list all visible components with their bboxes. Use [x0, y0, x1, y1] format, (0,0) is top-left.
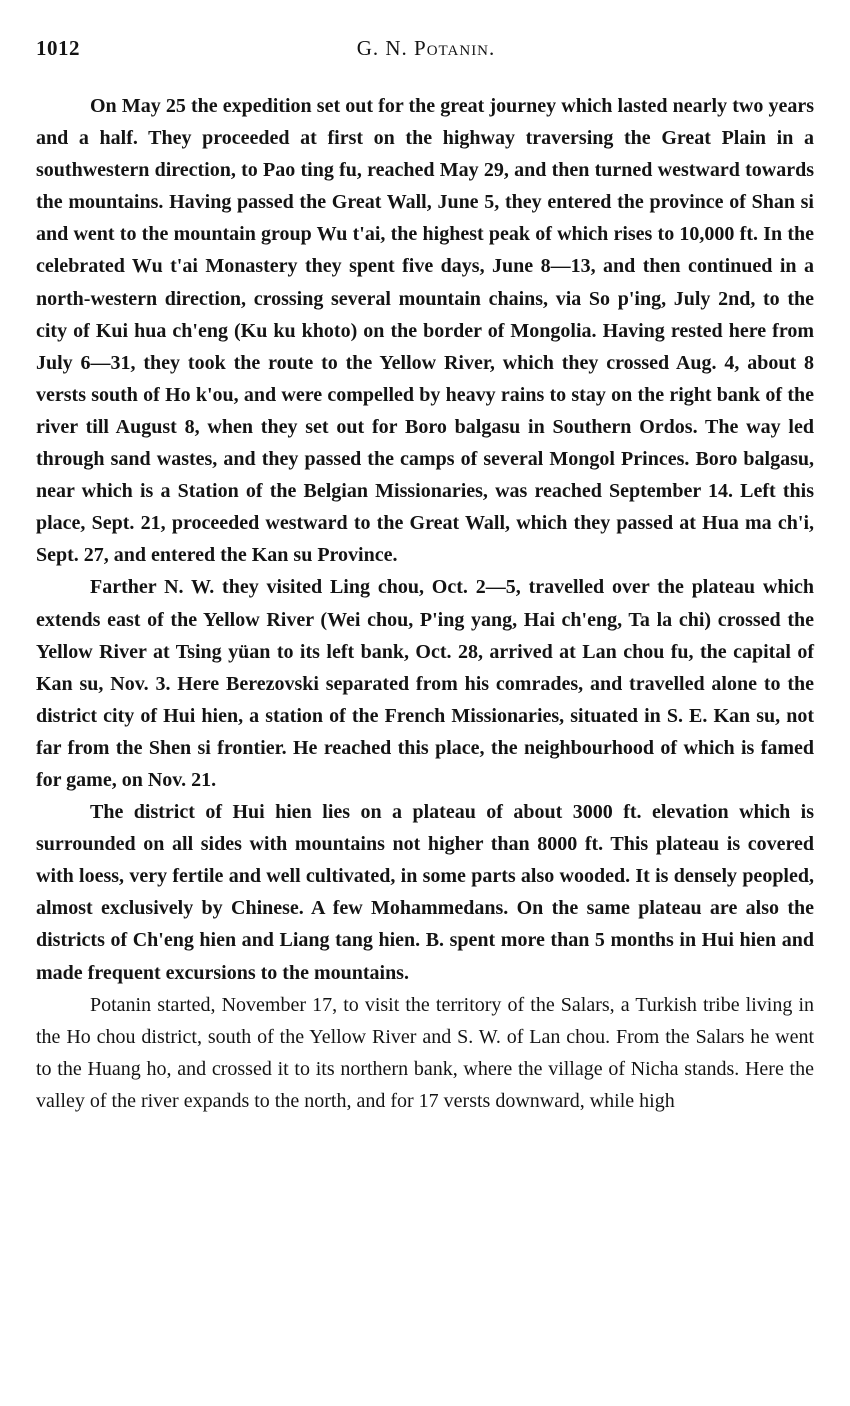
- paragraph-ling-chou: Farther N. W. they visited Ling chou, Oct. 2—5, travelled over the plateau which extends east of the Yellow River (Wei chou, P'ing yang, Hai ch'eng, Ta la chi) crossed the Yellow River at Tsing yüan to its left bank, Oct. 28, arrived at Lan chou fu, the capital of Kan su, Nov. 3. Here Berezovski separated from his comrades, and travelled alone to the district city of Hui hien, a station of the French Missionaries, situated in S. E. Kan su, not far from the Shen si frontier. He reached this place, the neighbourhood of which is famed for game, on Nov. 21.: [36, 576, 814, 791]
- running-head: G. N. Potanin.: [356, 36, 496, 60]
- paragraph-salars: Potanin started, November 17, to visit the territory of the Salars, a Turkish tribe living in the Ho chou district, south of the Yellow River and S. W. of Lan chou. From the Salars he went to the Huang ho, and crossed it to its northern bank, where the village of Nicha stands. Here the valley of the river expands to the north, and for 17 versts downward, while high: [36, 993, 814, 1112]
- page-header: [36, 36, 816, 70]
- paragraph-hui-hien: The district of Hui hien lies on a plateau of about 3000 ft. elevation which is surrounded on all sides with mountains not higher than 8000 ft. This plateau is covered with loess, very fertile and well cultivated, in some parts also wooded. It is densely peopled, almost exclusively by Chinese. A few Mohammedans. On the same plateau are also the districts of Ch'eng hien and Liang tang hien. B. spent more than 5 months in Hui hien and made frequent excursions to the mountains.: [36, 801, 814, 984]
- paragraph-expedition-start: On May 25 the expedition set out for the great journey which lasted nearly two years and a half. They proceeded at first on the highway traversing the Great Plain in a southwestern direction, to Pao ting fu, reached May 29, and then turned westward towards the mountains. Having passed the Great Wall, June 5, they entered the province of Shan si and went to the mountain group Wu t'ai, the highest peak of which rises to 10,000 ft. In the celebrated Wu t'ai Monastery they spent five days, June 8—13, and then continued in a north-western direction, crossing several mountain chains, via So p'ing, July 2nd, to the city of Kui hua ch'eng (Ku ku khoto) on the border of Mongolia. Having rested here from July 6—31, they took the route to the Yellow River, which they crossed Aug. 4, about 8 versts south of Ho k'ou, and were compelled by heavy rains to stay on the right bank of the river till August 8, when they set out for Boro balgasu in Southern Ordos. The way led through sand wastes, and they passed the camps of several Mongol Princes. Boro balgasu, near which is a Station of the Belgian Missionaries, was reached September 14. Left this place, Sept. 21, proceeded westward to the Great Wall, which they passed at Hua ma ch'i, Sept. 27, and entered the Kan su Province.: [36, 95, 814, 567]
- page-number: 1012: [36, 36, 80, 60]
- body-text: [36, 90, 814, 1117]
